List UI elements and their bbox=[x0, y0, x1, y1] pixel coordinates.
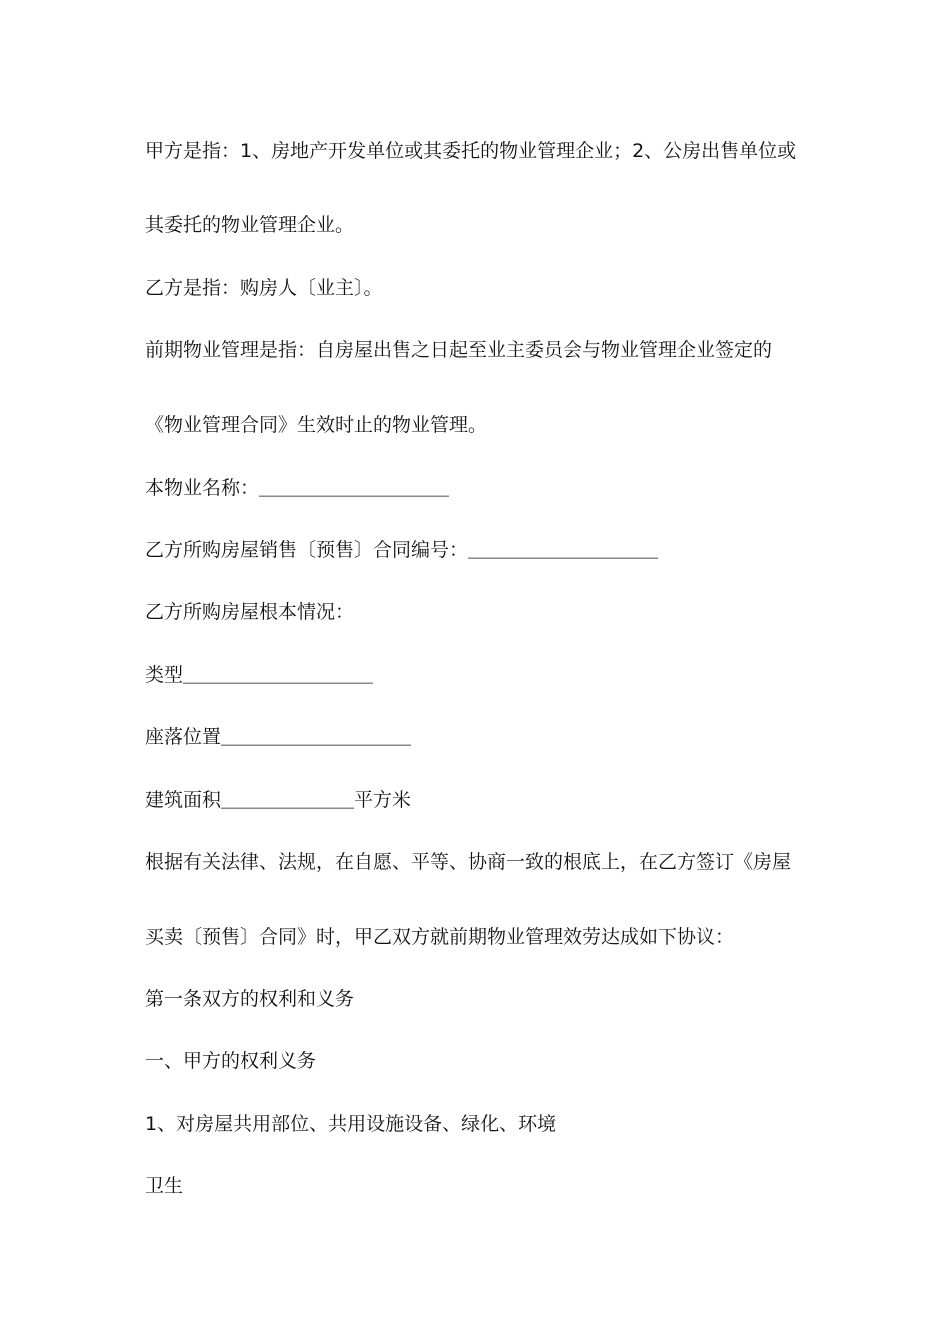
text-line-clause-one-cont: 卫生 bbox=[145, 1175, 184, 1197]
text-line-party-a-definition-cont: 其委托的物业管理企业。 bbox=[145, 214, 355, 236]
text-line-contract-number: 乙方所购房屋销售〔预售〕合同编号：＿＿＿＿＿＿＿＿＿＿ bbox=[145, 539, 659, 561]
text-line-party-b-definition: 乙方是指：购房人〔业主〕。 bbox=[145, 277, 383, 299]
text-line-basic-info-heading: 乙方所购房屋根本情况： bbox=[145, 601, 355, 623]
text-line-property-name: 本物业名称：＿＿＿＿＿＿＿＿＿＿ bbox=[145, 477, 450, 499]
text-line-preliminary-management-definition: 前期物业管理是指：自房屋出售之日起至业主委员会与物业管理企业签定的 bbox=[145, 339, 773, 361]
text-line-legal-basis: 根据有关法律、法规，在自愿、平等、协商一致的根底上，在乙方签订《房屋 bbox=[145, 851, 792, 873]
text-line-location: 座落位置＿＿＿＿＿＿＿＿＿＿ bbox=[145, 726, 412, 748]
text-line-clause-one: 1、对房屋共用部位、共用设施设备、绿化、环境 bbox=[145, 1113, 557, 1135]
text-line-preliminary-management-definition-cont: 《物业管理合同》生效时止的物业管理。 bbox=[145, 414, 488, 436]
text-line-article-one-heading: 第一条双方的权利和义务 bbox=[145, 988, 355, 1010]
text-line-party-a-rights-heading: 一、甲方的权利义务 bbox=[145, 1050, 317, 1072]
text-line-party-a-definition: 甲方是指：1、房地产开发单位或其委托的物业管理企业；2、公房出售单位或 bbox=[145, 140, 797, 162]
text-line-legal-basis-cont: 买卖〔预售〕合同》时，甲乙双方就前期物业管理效劳达成如下协议： bbox=[145, 926, 735, 948]
text-line-floor-area: 建筑面积＿＿＿＿＿＿＿平方米 bbox=[145, 789, 412, 811]
text-line-type: 类型＿＿＿＿＿＿＿＿＿＿ bbox=[145, 664, 374, 686]
